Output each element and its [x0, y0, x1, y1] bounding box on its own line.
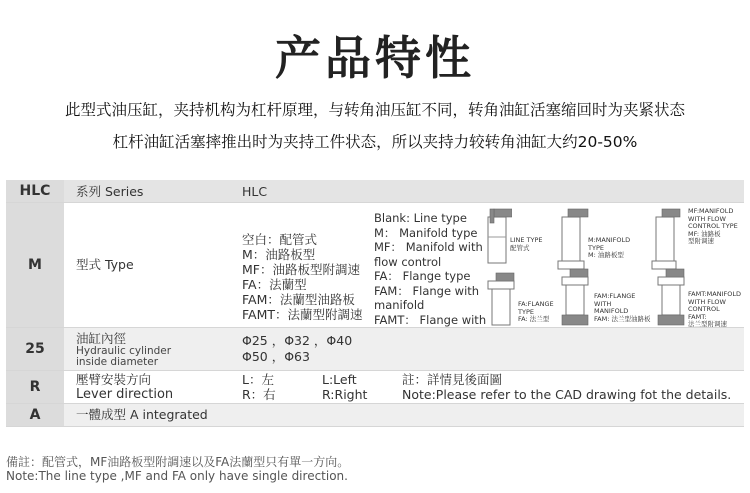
row-series [6, 180, 744, 203]
key-type: M [6, 203, 64, 327]
flange-flow-control-diagram [654, 267, 688, 331]
line-type-diagram [480, 207, 512, 271]
note-cn: 備註：配管式，MF油路板型附調速以及FA法蘭型只有單一方向。 [6, 455, 350, 469]
flange-manifold-diagram [558, 267, 592, 331]
manifold-flow-control-caption: MF:MANIFOLD WITH FLOW CONTROL TYPE MF: 油路板 型附调速 [688, 207, 738, 245]
flange-flow-control-caption: FAMT:MANIFOLD WITH FLOW CONTROL FAMT: 法兰型附调速 [688, 290, 741, 328]
direction-right-en: R:Right [322, 387, 368, 402]
flange-type-caption: FA:FLANGE TYPE FA: 法兰型 [518, 300, 554, 323]
key-series: HLC [6, 180, 64, 202]
direction-note-en: Note:Please refer to the CAD drawing fot the details. [402, 387, 732, 402]
type-options-en [374, 211, 486, 342]
type-option-en: Blank: Line type [374, 211, 467, 225]
clamp-cylinder-illustration [650, 207, 682, 271]
bore-values-1: Φ25 ，Φ32 ，Φ40 [242, 333, 353, 348]
clamp-cylinder-illustration [554, 207, 590, 271]
direction-note-cn: 註：詳情見後面圖 [402, 372, 503, 387]
integrated-label: 一體成型 A integrated [76, 407, 208, 422]
row-lever-direction [6, 371, 744, 404]
key-bore-size: 25 [6, 328, 64, 370]
clamp-cylinder-illustration [654, 267, 688, 327]
type-option-cn: FA：法蘭型 [242, 277, 307, 292]
page-title: 产品特性 [275, 31, 475, 85]
line-type-caption: LINE TYPE 配管式 [510, 236, 543, 252]
row-integrated [6, 404, 744, 427]
key-integrated: A [6, 404, 64, 426]
intro-line-1: 此型式油压缸，夹持机构为杠杆原理，与转角油压缸不同，转角油缸活塞缩回时为夹紧状态 [64, 101, 685, 119]
clamp-cylinder-illustration [480, 207, 512, 267]
type-option-en: manifold [374, 298, 425, 312]
type-option-cn: FAMT：法蘭型附調速 [242, 307, 363, 322]
clamp-cylinder-illustration [558, 267, 592, 327]
type-option-cn: 空白：配管式 [242, 232, 318, 247]
type-option-cn: M：油路板型 [242, 247, 316, 262]
type-option-cn: MF：油路板型附調速 [242, 262, 360, 277]
bore-values-2: Φ50 ，Φ63 [242, 349, 310, 364]
type-option-en: flow control [374, 254, 442, 269]
type-option-en: M： Manifold type [374, 225, 478, 240]
row-bore-size [6, 328, 744, 371]
flange-manifold-caption: FAM:FLANGE WITH MANIFOLD FAM: 法兰型油路板 [594, 292, 651, 323]
manifold-type-diagram [554, 207, 590, 275]
direction-right-cn: R：右 [242, 387, 276, 402]
row-type [6, 203, 744, 328]
direction-label-cn: 壓臂安裝方向 [76, 372, 152, 387]
direction-label-en: Lever direction [76, 387, 174, 402]
manifold-type-caption: M:MANIFOLD TYPE M: 油路板型 [588, 236, 631, 259]
type-option-en: FA： Flange type [374, 269, 471, 283]
manifold-flow-control-diagram [650, 207, 682, 275]
series-label: 系列 Series [76, 184, 144, 199]
note-en: Note:The line type ,MF and FA only have single direction. [6, 469, 348, 483]
direction-left-en: L:Left [322, 372, 357, 387]
direction-left-cn: L：左 [242, 372, 274, 387]
key-lever-direction: R [6, 371, 64, 403]
flange-type-diagram [484, 271, 518, 331]
type-options-cn [242, 232, 363, 322]
type-option-en: MF： Manifold with [374, 240, 483, 254]
bore-label-en-2: inside diameter [76, 356, 159, 368]
bore-label-cn: 油缸內徑 [76, 331, 127, 346]
series-value: HLC [242, 184, 268, 199]
type-option-en: FAM： Flange with [374, 283, 480, 298]
bore-label-en-1: Hydraulic cylinder [76, 345, 172, 357]
type-option-cn: FAM：法蘭型油路板 [242, 292, 355, 307]
type-option-en: FAMT： Flange with [374, 312, 487, 327]
type-label: 型式 Type [76, 257, 134, 272]
intro-line-2: 杠杆油缸活塞摔推出时为夹持工件状态，所以夹持力较转角油缸大约20-50% [112, 133, 638, 151]
clamp-cylinder-illustration [484, 271, 518, 327]
